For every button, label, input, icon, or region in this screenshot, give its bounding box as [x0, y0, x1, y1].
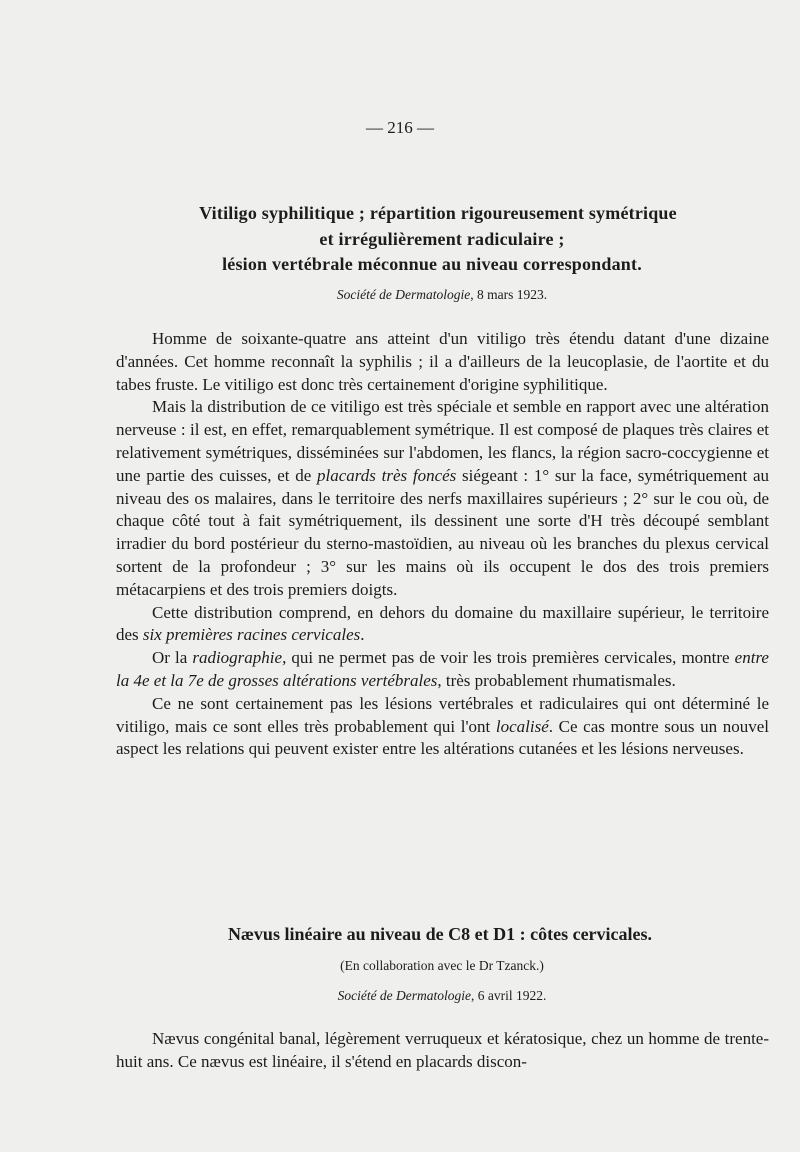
section1-title-line3: lésion vertébrale méconnue au niveau correspondant.: [222, 254, 642, 274]
paragraph-3: [116, 602, 769, 648]
paragraph-3-text-b: .: [360, 625, 365, 645]
section1-meta: [42, 287, 800, 303]
paragraph-5: [116, 693, 769, 761]
paragraph-1: Homme de soixante-quatre ans atteint d'un vitiligo très étendu datant d'une dizaine d'années. Cet homme reconnaît la syphilis ; il a d'ailleurs de la leucoplasie, de l'aortite et du tabes fruste. Le vitiligo est donc très certainement d'origine syphilitique.: [116, 329, 769, 394]
section2-paragraph-1: Nævus congénital banal, légèrement verruqueux et kératosique, chez un homme de trente-huit ans. Ce nævus est linéaire, il s'étend en placards discon-: [116, 1029, 769, 1071]
paragraph-3-text-a: Cette distribution comprend, en dehors du domaine du maxillaire supérieur, le territoire des: [116, 602, 769, 645]
paragraph-4-text-b: , qui ne permet pas de voir les trois premières cervicales, montre: [282, 648, 735, 668]
section1-title-line2: et irrégulièrement radiculaire ;: [319, 229, 565, 249]
section2-meta: [42, 988, 800, 1004]
paragraph-4: [116, 647, 769, 693]
paragraph-2-emphasis: placards très foncés: [317, 465, 457, 485]
paragraph-4-text-a: Or la: [152, 648, 193, 668]
paragraph-2: [116, 396, 769, 601]
section1-meta-date: , 8 mars 1923.: [470, 287, 548, 302]
paragraph-5-emphasis: localisé: [495, 716, 549, 736]
paragraph-2-text-b: siégeant : 1° sur la face, symétriquement au niveau des os malaires, dans le territoire des nerfs maxillaires supérieurs ; 2° sur le cou où, de chaque côté tout à fait symétriquement, ils dessinent une sorte d'H très découpé semblant irradier du bord postérieur du sterno-mastoïdien, au niveau où les branches du plexus cervical sortent de la profondeur ; 3° sur les mains où ils occupent le dos des trois premiers métacarpiens et des trois premiers doigts.: [116, 465, 769, 599]
section2-meta-date: , 6 avril 1922.: [471, 988, 547, 1003]
paragraph-4-text-c: , très probablement rhumatismales.: [437, 670, 676, 690]
section2-title: Nævus linéaire au niveau de C8 et D1 : côtes cervicales.: [227, 924, 653, 944]
paragraph-5-text-b: . Ce cas montre sous un nouvel aspect les relations qui peuvent exister entre les altérations cutanées et les lésions nerveuses.: [116, 716, 769, 759]
section2-meta-society: Société de Dermatologie: [337, 988, 472, 1003]
section1-meta-society: Société de Dermatologie: [336, 287, 471, 302]
section2-body: [116, 1028, 769, 1074]
paragraph-2-text-a: Mais la distribution de ce vitiligo est très spéciale et semble en rapport avec une altération nerveuse : il est, en effet, remarquablement symétrique. Il est composé de plaques très claires et relativement symétriques, disséminées sur l'abdomen, les flancs, la région sacro-coccygienne et une partie des cuisses, et de: [116, 397, 769, 485]
section1-body: [116, 328, 769, 761]
section1-title-line1: Vitiligo syphilitique ; répartition rigoureusement symétrique: [199, 203, 677, 223]
section2-collaboration: (En collaboration avec le Dr Tzanck.): [340, 958, 544, 973]
page-number: — 216 —: [366, 118, 434, 137]
paragraph-3-emphasis: six premières racines cervicales: [142, 625, 361, 645]
paragraph-4-emphasis-2: entre la 4e et la 7e de grosses altérations vertébrales: [116, 648, 769, 690]
paragraph-5-text-a: Ce ne sont certainement pas les lésions vertébrales et radiculaires qui ont déterminé le vitiligo, mais ce sont elles très probablement qui l'ont: [116, 693, 769, 736]
paragraph-4-emphasis-1: radiographie: [192, 648, 283, 668]
